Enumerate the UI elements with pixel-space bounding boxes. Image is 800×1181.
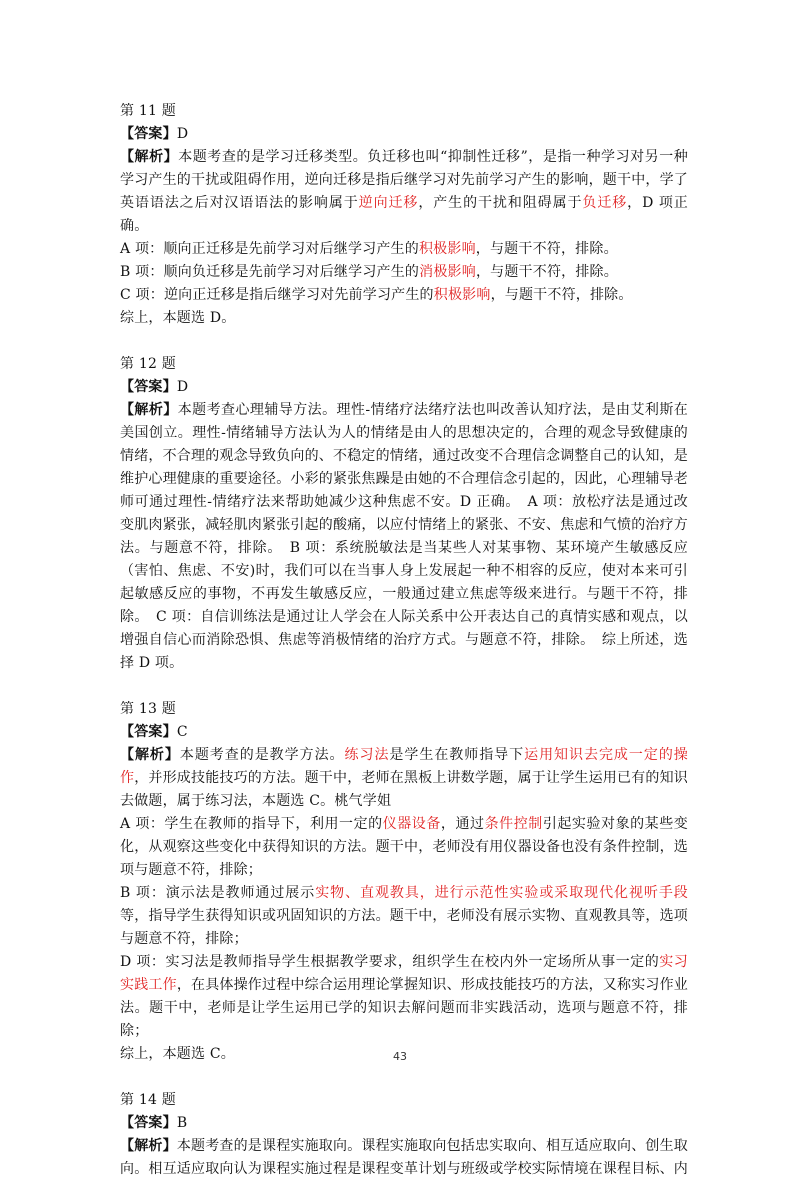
question-11 [120,100,688,330]
answer-value: C [176,724,188,740]
summary-line: 综上，本题选 D。 [120,310,236,326]
answer-label: 【答案】 [120,724,177,740]
analysis-paragraph: 【解析】本题考查心理辅导方法。理性-情绪疗法绪疗法也叫改善认知疗法，是由艾利斯在美国创立。理性-情绪辅导方法认为人的情绪是由人的思想决定的，合理的观念导致健康的情绪，不合理的观念导致负向的、不稳定的情绪，通过改变不合理信念调整自己的认知，是维护心理健康的重要途径。小彩的紧张焦躁是由她的不合理信念引起的，因此，心理辅导老师可通过理性-情绪疗法来帮助她减少这种焦虑不安。D 正确。 A 项：放松疗法是通过改变肌肉紧张，减轻肌肉紧张引起的酸痛，以应付情绪上的紧张、不安、焦虑和气愤的治疗方法。与题意不符，排除。 B 项：系统脱敏法是当某些人对某事物、某环境产生敏感反应（害怕、焦虑、不安)时，我们可以在当事人身上发展起一种不相容的反应，使对本来可引起敏感反应的事物，不再发生敏感反应，一般通过建立焦虑等级来进行。与题干不符，排除。 C 项：自信训练法是通过让人学会在人际关系中公开表达自己的真情实感和观点，以增强自信心而消除恐惧、焦虑等消极情绪的治疗方式。与题意不符，排除。 综上所述，选择 D 项。 [120,402,688,671]
analysis-label: 【解析】 [120,402,178,418]
option-d-explanation: D 项：实习法是教师指导学生根据教学要求，组织学生在校内外一定场所从事一定的实习实践工作，在具体操作过程中综合运用理论掌握知识、形成技能技巧的方法，又称实习作业法。题干中，老师是让学生运用已学的知识去解问题而非实践活动，选项与题意不符，排除； [120,954,689,1039]
analysis-paragraph: 【解析】本题考查的是教学方法。练习法是学生在教师指导下运用知识去完成一定的操作，并形成技能技巧的方法。题干中，老师在黑板上讲数学题，属于让学生运用已有的知识去做题，属于练习法，本题选 C。桃气学姐 [120,747,689,809]
highlight-text: 积极影响 [433,287,491,303]
answer-label: 【答案】 [120,379,177,395]
option-b-explanation: B 项：顺向负迁移是先前学习对后继学习产生的消极影响，与题干不符，排除。 [120,264,618,280]
summary-line: 综上，本题选 C。 [120,1046,235,1062]
answer-label: 【答案】 [120,126,177,142]
answer-line [120,721,688,744]
answer-line [120,123,688,146]
option-a-explanation: A 项：学生在教师的指导下，利用一定的仪器设备，通过条件控制引起实验对象的某些变化，从观察这些变化中获得知识的方法。题干中，老师没有用仪器设备也没有条件控制，选项与题意不符，排除； [120,816,688,878]
highlight-text: 积极影响 [418,241,476,257]
option-a-explanation: A 项：顺向正迁移是先前学习对后继学习产生的积极影响，与题干不符，排除。 [120,241,618,257]
document-page [120,100,688,1181]
analysis-label: 【解析】 [120,747,180,763]
answer-line [120,376,688,399]
answer-label: 【答案】 [120,1115,177,1131]
answer-line [120,1112,688,1135]
analysis-paragraph: 【解析】本题考查的是学习迁移类型。负迁移也叫“抑制性迁移”，是指一种学习对另一种学习产生的干扰或阻碍作用，逆向迁移是指后继学习对先前学习产生的影响，题干中，学了英语语法之后对汉语语法的影响属于逆向迁移，产生的干扰和阻碍属于负迁移，D 项正确。 [120,149,688,234]
highlight-text: 消极影响 [419,264,476,280]
question-title: 第 14 题 [120,1092,176,1108]
answer-value: D [176,126,189,142]
option-c-explanation: C 项：逆向正迁移是指后继学习对先前学习产生的积极影响，与题干不符，排除。 [120,287,633,303]
highlight-text: 实物、直观教具，进行示范性实验或采取现代化视听手段 [315,885,688,901]
question-13 [120,698,688,1066]
option-b-explanation: B 项：演示法是教师通过展示实物、直观教具，进行示范性实验或采取现代化视听手段等，指导学生获得知识或巩固知识的方法。题干中，老师没有展示实物、直观教具等，选项与题意不符，排除； [120,885,688,947]
answer-value: D [176,379,189,395]
analysis-label: 【解析】 [120,149,179,165]
highlight-text: 逆向迁移 [358,195,419,211]
highlight-text: 仪器设备 [382,816,441,832]
highlight-text: 练习法 [344,747,390,763]
analysis-paragraph: 【解析】本题考查的是课程实施取向。课程实施取向包括忠实取向、相互适应取向、创生取向。相互适应取向认为课程实施过程是课程变革计划与班级或学校实际情境在课程目标、内 [120,1138,689,1177]
question-14 [120,1089,688,1181]
highlight-text: 负迁移 [582,195,628,211]
question-12 [120,353,688,675]
page-number: 43 [393,1050,407,1063]
answer-value: B [176,1115,188,1131]
highlight-text: 条件控制 [484,816,543,832]
question-title: 第 13 题 [120,701,176,717]
highlight-text: 运用知识去完成一定的操作 [120,747,688,786]
question-title: 第 11 题 [120,103,176,119]
highlight-text: 实习实践工作 [120,954,688,993]
question-title: 第 12 题 [120,356,176,372]
analysis-label: 【解析】 [120,1138,177,1154]
